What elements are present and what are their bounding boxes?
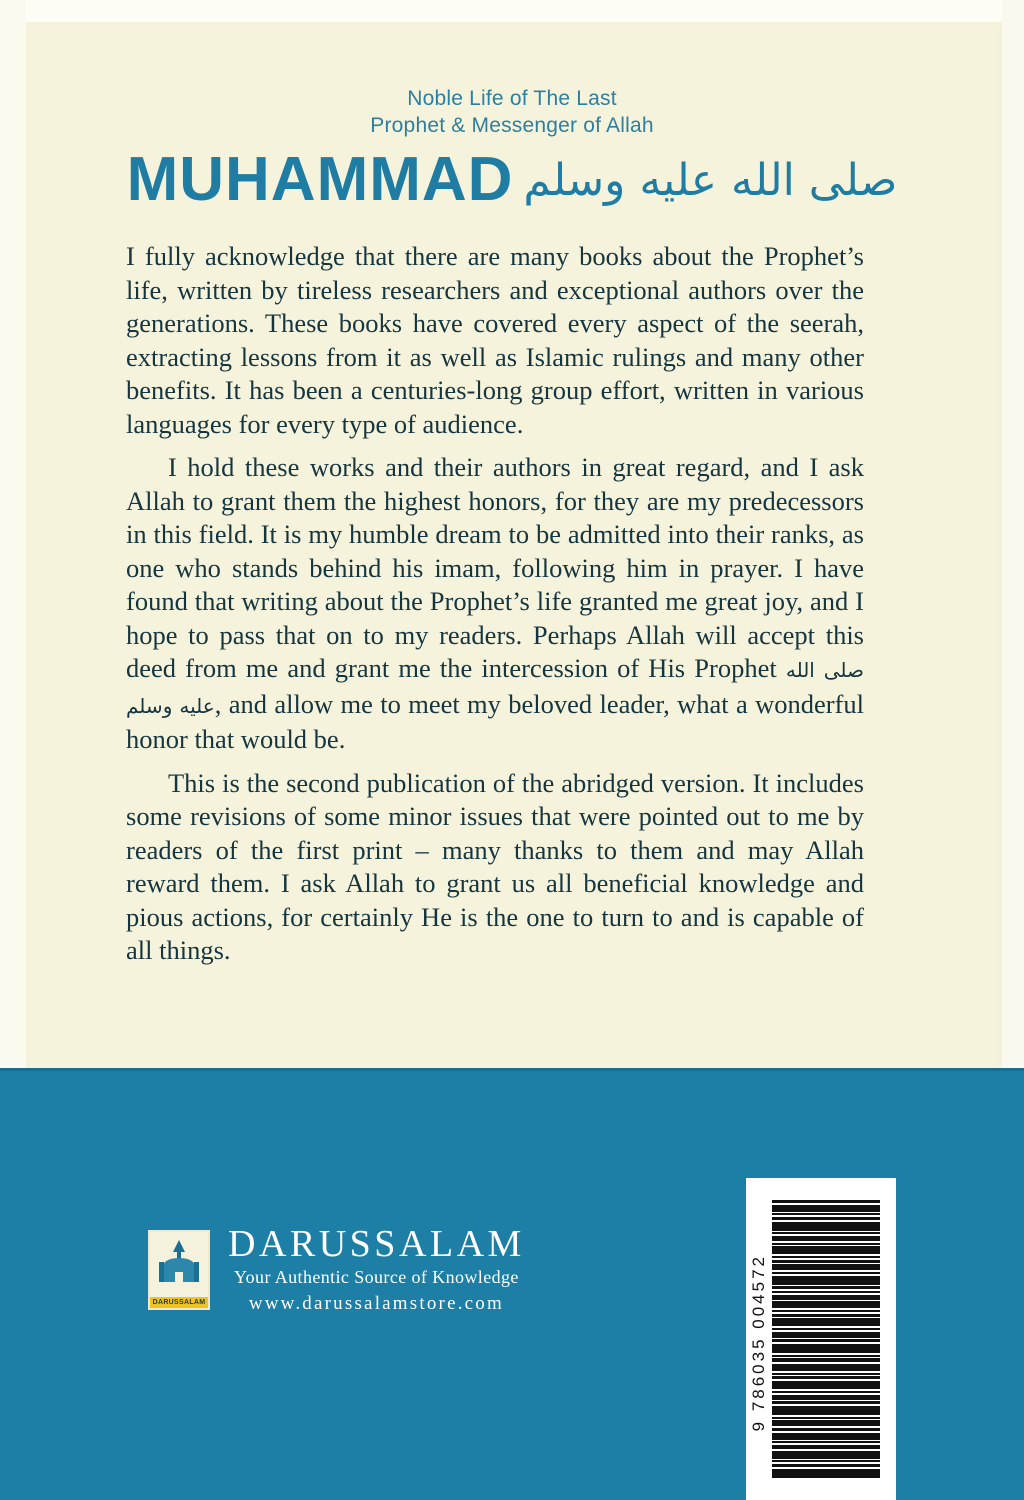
darussalam-logo-icon [148,1230,210,1310]
blurb-paragraph-2-part-a: I hold these works and their authors in great regard, and I ask Allah to grant them the highest honors, for they are my predecessors in this field. It is my humble dream to be admitted into their ranks, as one who stands behind his imam, following him in prayer. I have found that writing about the Prophet’s life granted me great joy, and I hope to pass that on to my readers. Perhaps Allah will accept this deed from me and grant me the intercession of His Prophet [126,452,864,683]
logo-wordmark: DARUSSALAM [150,1297,208,1308]
blurb-paragraph-3: This is the second publication of the abridged version. It includes some revisions of some minor issues that were pointed out to me by readers of the first print – many thanks to them and may Allah reward them. I ask Allah to grant us all beneficial knowledge and pious actions, for certainly He is the one to turn to and is capable of all things. [126,767,864,965]
cover-title-row [0,145,1024,214]
cover-header [0,86,1024,214]
publisher-text [228,1224,525,1315]
blurb-paragraph-2 [126,451,864,757]
blurb-text [126,240,864,968]
publisher-name: DARUSSALAM [228,1223,525,1265]
publisher-website-link[interactable]: www.darussalamstore.com [248,1293,504,1314]
publisher-band [0,1068,1024,1500]
barcode-number [746,1178,772,1500]
publisher-tagline: Your Authentic Source of Knowledge [234,1267,519,1287]
blurb-paragraph-1: I fully acknowledge that there are many books about the Prophet’s life, written by tireless researchers and exceptional authors over the generations. These books have covered every aspect of the seerah, extracting lessons from it as well as Islamic rulings and many other benefits. It has been a centuries-long group effort, written in various languages for every type of audience. [126,241,864,439]
band-top-edge [0,1068,1024,1071]
page-edge-top [0,0,1024,22]
barcode [746,1178,896,1500]
barcode-number-text: 9 786035 004572 [749,1254,768,1432]
publisher-block [148,1224,525,1315]
barcode-bars [772,1200,880,1478]
cover-kicker-line-1: Noble Life of The Last [407,87,617,110]
blurb-paragraph-2-part-b: , and allow me to meet my beloved leader, what a wonderful honor that would be. [126,688,864,754]
page-title: MUHAMMAD [126,145,514,214]
honorific-calligraphy-icon: صلى الله عليه وسلم [523,155,898,206]
inline-honorific-icon: صلى الله عليه وسلم [126,658,865,718]
logo-mosque-icon [152,1236,206,1294]
cover-kicker-line-2: Prophet & Messenger of Allah [370,114,654,137]
